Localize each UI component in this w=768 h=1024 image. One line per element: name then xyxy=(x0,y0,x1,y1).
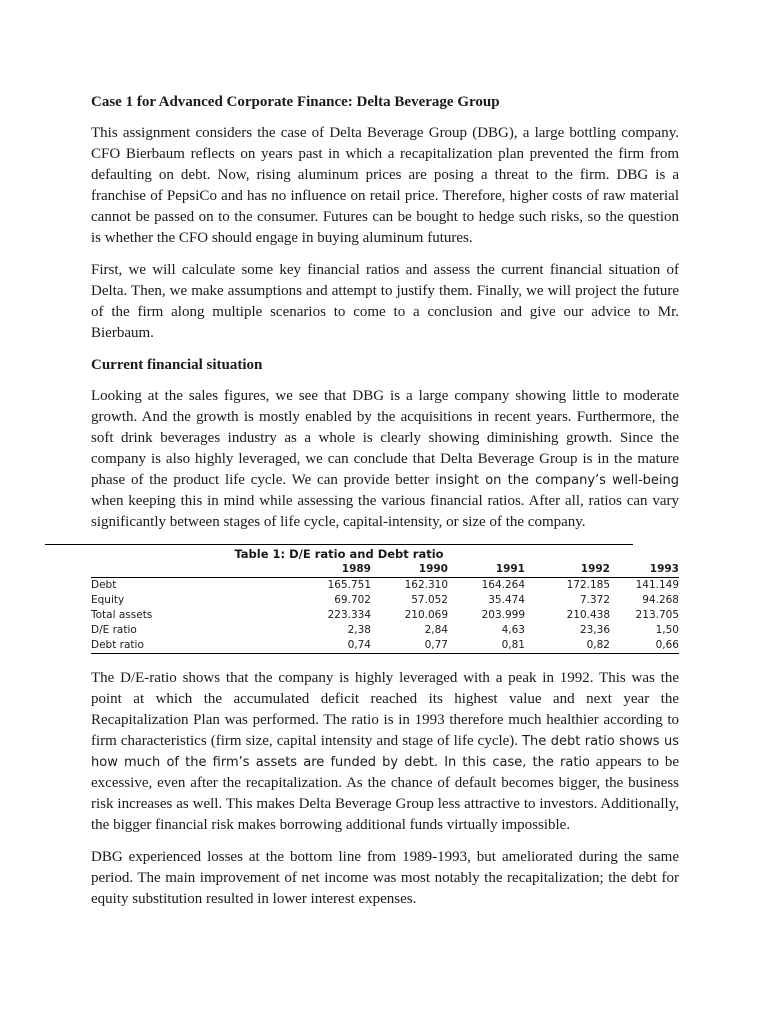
table-cell: 210.438 xyxy=(566,609,610,621)
table-cell: 172.185 xyxy=(566,579,610,591)
header-blank xyxy=(91,562,301,578)
de-ratio-paragraph xyxy=(91,668,679,836)
table-cell: 203.999 xyxy=(481,609,525,621)
document-title: Case 1 for Advanced Corporate Finance: Delta Beverage Group xyxy=(91,94,500,110)
table-cell: 23,36 xyxy=(579,624,610,636)
de-text-a: The D/E-ratio shows that the company is highly leveraged with a peak in 1992. This was the point at which the accumulated deficit reached its highest value and next year the Recapitalization Plan was performed. The ratio is in 1993 therefore much healthier according to firm characteristics (firm size, capital intensity and stage of life cycle). xyxy=(91,670,679,749)
row-label: Debt xyxy=(91,579,117,591)
table-cell: 213.705 xyxy=(635,609,679,621)
table-cell: 7.372 xyxy=(579,594,610,606)
table-cell: 2,84 xyxy=(424,624,448,636)
table-cell: 94.268 xyxy=(642,594,679,606)
table-cell: 141.149 xyxy=(635,579,679,591)
table-cell: 165.751 xyxy=(327,579,371,591)
table-cell: 210.069 xyxy=(404,609,448,621)
table-cell: 35.474 xyxy=(488,594,525,606)
row-label: Debt ratio xyxy=(91,638,301,654)
table-cell: 0,82 xyxy=(525,638,610,654)
situation-text-a: Looking at the sales figures, we see that DBG is a large company showing little to moderate growth. And the growth is mostly enabled by the acquisitions in recent years. Furthermore, the soft drink beverages industry as a whole is clearly showing diminishing growth. Since the company is also highly leveraged, we can conclude that Delta Beverage Group is in the mature phase of the product life cycle. We can provide better xyxy=(91,388,679,488)
table-cell: 164.264 xyxy=(481,579,525,591)
table-row xyxy=(91,608,679,623)
table-header-row xyxy=(91,562,679,578)
table-cell: 162.310 xyxy=(404,579,448,591)
table-cell: 0,66 xyxy=(610,638,679,654)
situation-text-b: insight on the company’s well-being xyxy=(435,473,680,488)
table-row xyxy=(91,578,679,594)
table-cell: 57.052 xyxy=(411,594,448,606)
table-row xyxy=(91,623,679,638)
header-year: 1989 xyxy=(301,562,371,578)
section-heading: Current financial situation xyxy=(91,357,263,373)
table-row xyxy=(91,638,679,654)
row-label: D/E ratio xyxy=(91,624,137,636)
header-year: 1993 xyxy=(610,562,679,578)
table-row xyxy=(91,593,679,608)
table-cell: 4,63 xyxy=(501,624,525,636)
situation-text-c: when keeping this in mind while assessing the various financial ratios. After all, ratios can vary significantly between stages of life cycle, capital-intensity, or size of the company. xyxy=(91,493,679,530)
document-page xyxy=(91,92,679,921)
losses-paragraph: DBG experienced losses at the bottom line from 1989-1993, but ameliorated during the same period. The main improvement of net income was most notably the recapitalization; the debt for equity substitution resulted in lower interest expenses. xyxy=(91,849,679,907)
situation-paragraph xyxy=(91,386,679,533)
intro-paragraph-2: First, we will calculate some key financial ratios and assess the current financial situation of Delta. Then, we make assumptions and attempt to justify them. Finally, we will project the future of the firm along multiple scenarios to come to a conclusion and give our advice to Mr. Bierbaum. xyxy=(91,262,679,341)
de-text-b: The debt ratio shows us how much of the firm’s assets are funded by debt. In this case, the ratio xyxy=(91,734,679,770)
table-cell: 0,77 xyxy=(371,638,448,654)
table-cell: 1,50 xyxy=(655,624,679,636)
de-text-c: appears to be excessive, even after the recapitalization. As the chance of default becomes bigger, the business risk increases as well. This makes Delta Beverage Group less attractive to investors. Additionally, the bigger financial risk makes borrowing additional funds virtually impossible. xyxy=(91,754,679,833)
header-year: 1992 xyxy=(525,562,610,578)
row-label: Equity xyxy=(91,594,125,606)
table-cell: 69.702 xyxy=(334,594,371,606)
table-cell: 2,38 xyxy=(347,624,371,636)
intro-paragraph-1: This assignment considers the case of Delta Beverage Group (DBG), a large bottling company. CFO Bierbaum reflects on years past in which a recapitalization plan prevented the firm from defaulting on debt. Now, rising aluminum prices are posing a threat to the firm. DBG is a franchise of PepsiCo and has no influence on retail price. Therefore, higher costs of raw material cannot be passed on to the consumer. Futures can be bought to hedge such risks, so the question is whether the CFO should engage in buying aluminum futures. xyxy=(91,125,679,246)
header-year: 1991 xyxy=(448,562,525,578)
row-label: Total assets xyxy=(91,609,153,621)
header-year: 1990 xyxy=(371,562,448,578)
table-cell: 0,81 xyxy=(448,638,525,654)
table-caption: Table 1: D/E ratio and Debt ratio xyxy=(45,544,633,562)
table-cell: 0,74 xyxy=(301,638,371,654)
table-cell: 223.334 xyxy=(327,609,371,621)
financial-ratios-table xyxy=(91,544,679,654)
